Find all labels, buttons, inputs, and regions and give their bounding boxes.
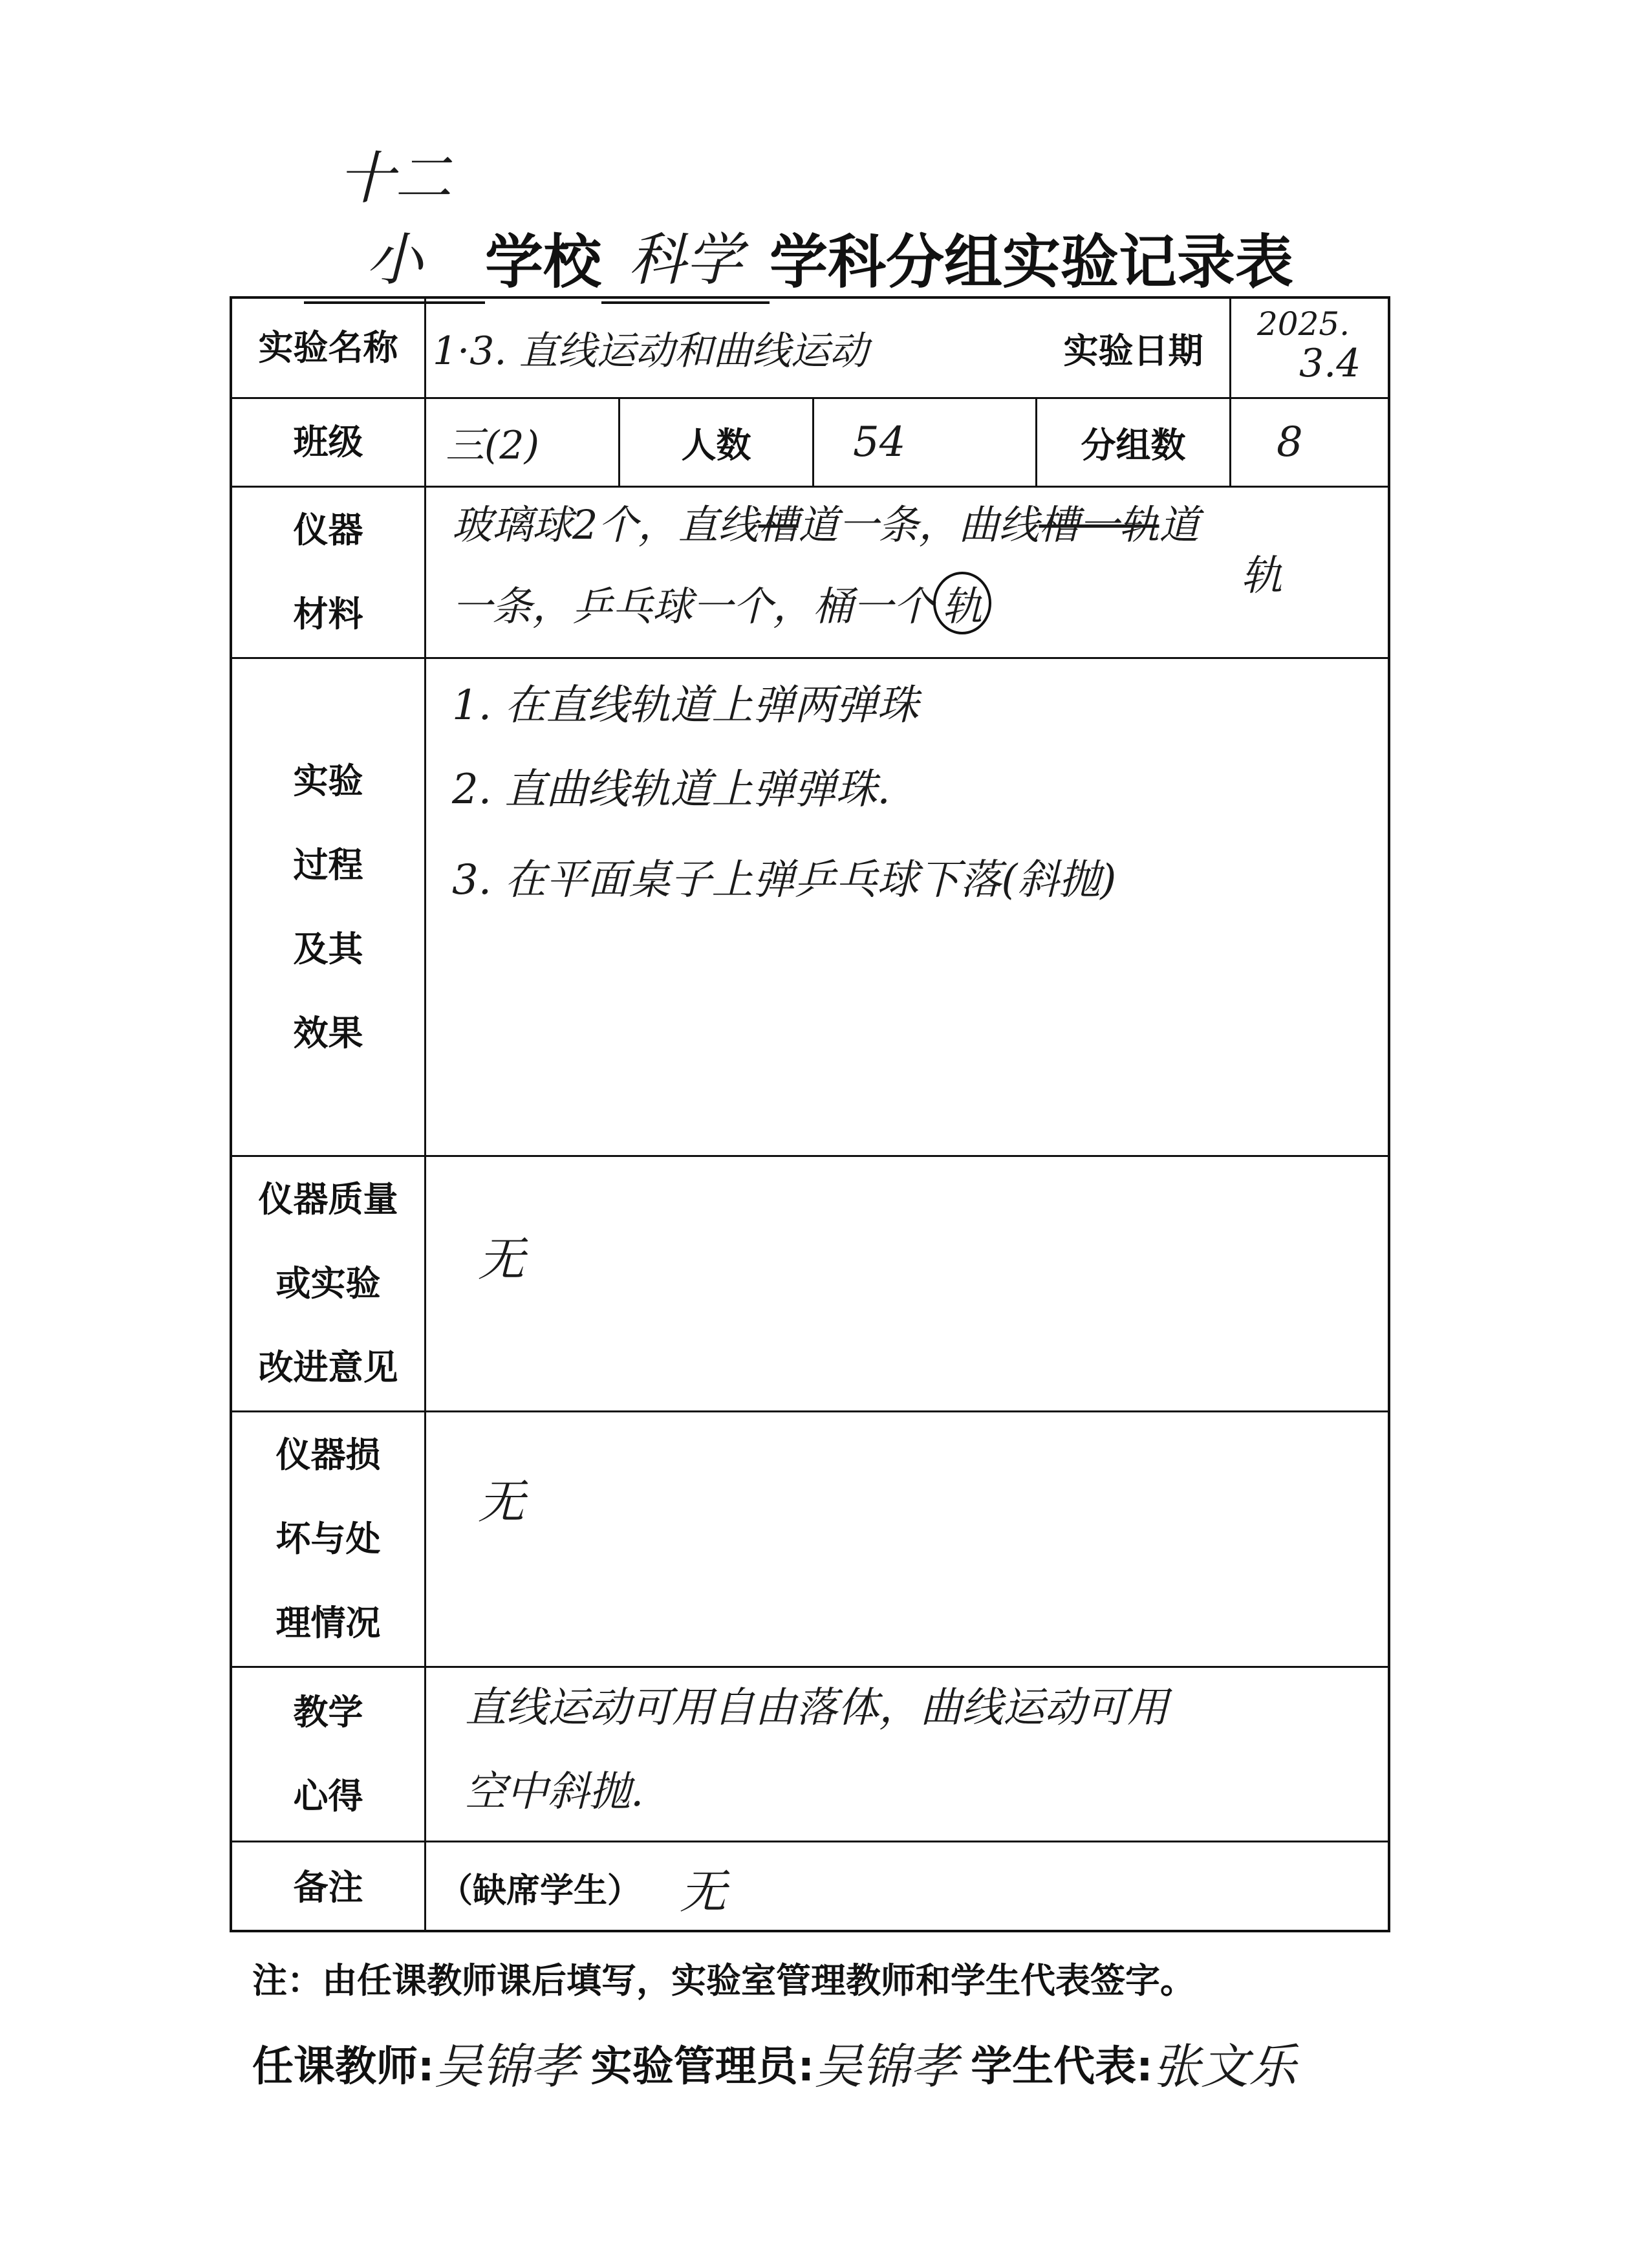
remark-value-text: 无: [680, 1864, 727, 1919]
class-label: [232, 399, 426, 486]
teaching-label: [232, 1668, 426, 1841]
process-item-3: 3. 在平面桌子上弹乒乓球下落(斜抛): [452, 856, 1117, 904]
teaching-label-1: 教学: [293, 1691, 363, 1733]
record-table: [230, 296, 1390, 1932]
exp-date-year: 2025.: [1257, 305, 1350, 343]
equipment-label-1: 仪器: [293, 510, 363, 550]
quality-label-2: 或实验: [275, 1263, 381, 1304]
school-name-fill: 十二小: [304, 133, 485, 304]
student-label: 学生代表:: [971, 2043, 1153, 2091]
remark-label: [232, 1842, 426, 1932]
row-experiment-name: [232, 299, 1388, 399]
process-label-3: 及其: [293, 928, 363, 969]
admin-label: 实验管理员:: [590, 2043, 815, 2091]
equipment-line-2: [452, 572, 991, 634]
process-item-1: 1. 在直线轨道上弹两弹珠: [452, 682, 919, 729]
damage-value-text: 无: [478, 1474, 525, 1529]
quality-label: [232, 1157, 426, 1410]
teacher-label: 任课教师:: [252, 2043, 435, 2091]
equipment-line-1: [452, 493, 1200, 550]
row-equipment: [232, 488, 1388, 659]
equipment-strike-2: 槽一轨: [1039, 501, 1159, 548]
equipment-line-1a: 玻璃球2个，直线: [452, 501, 759, 548]
people-label: 人数: [620, 399, 814, 486]
teaching-line-2: 空中斜抛.: [465, 1768, 644, 1816]
equipment-label: [232, 488, 426, 657]
exp-date-day: 3.4: [1299, 341, 1361, 386]
equipment-circled: 轨: [933, 572, 991, 634]
row-class-info: [232, 399, 1388, 488]
exp-date-value: [1231, 299, 1388, 397]
form-title: [304, 145, 1371, 304]
equipment-line-1c: 道一条，曲线: [798, 501, 1039, 548]
process-label-1: 实验: [293, 760, 363, 801]
exp-name-label-text: 实验名称: [258, 327, 398, 368]
process-item-2: 2. 直曲线轨道上弹弹珠.: [452, 766, 890, 814]
damage-label-2: 坏与处: [275, 1518, 381, 1559]
equipment-label-2: 材料: [293, 594, 363, 634]
damage-label-1: 仪器损: [275, 1434, 381, 1475]
student-signature: 张文乐: [1152, 2039, 1297, 2095]
teaching-label-2: 心得: [293, 1775, 363, 1817]
damage-value: [426, 1412, 1388, 1666]
equipment-insert: 轨: [1241, 552, 1282, 600]
equipment-strike-1: 槽: [758, 501, 799, 548]
row-damage: [232, 1412, 1388, 1668]
title-school-suffix: 学校: [485, 228, 601, 296]
row-quality: [232, 1157, 1388, 1412]
quality-label-1: 仪器质量: [258, 1179, 398, 1220]
damage-label: [232, 1412, 426, 1666]
row-remark: [232, 1842, 1388, 1932]
row-teaching: [232, 1668, 1388, 1842]
class-value: 三(2): [426, 399, 620, 486]
quality-value-text: 无: [478, 1232, 525, 1286]
subject-fill: 科学: [601, 215, 770, 304]
groups-label: 分组数: [1037, 399, 1231, 486]
quality-value: [426, 1157, 1388, 1410]
remark-value: [426, 1842, 1388, 1932]
process-label: [232, 659, 426, 1155]
process-label-2: 过程: [293, 844, 363, 885]
people-value: 54: [814, 399, 1037, 486]
title-suffix: 学科分组实验记录表: [770, 228, 1293, 296]
equipment-value: [426, 488, 1388, 657]
process-value: [426, 659, 1388, 1155]
row-process: [232, 659, 1388, 1157]
equipment-line-1e: 道: [1159, 501, 1200, 548]
class-label-text: 班级: [293, 422, 363, 462]
teacher-signature: 吴锦孝: [434, 2039, 578, 2095]
groups-value: 8: [1277, 418, 1303, 466]
damage-label-3: 理情况: [275, 1603, 381, 1643]
exp-name-label: [232, 299, 426, 397]
process-label-4: 效果: [293, 1012, 363, 1053]
form-note: 注：由任课教师课后填写，实验室管理教师和学生代表签字。: [252, 1960, 1195, 2001]
teaching-value: [426, 1668, 1388, 1841]
teaching-line-1: 直线运动可用自由落体，曲线运动可用: [465, 1684, 1169, 1732]
exp-name-value: 1·3. 直线运动和曲线运动: [426, 299, 1231, 397]
equipment-line-2-text: 一条，乒乓球一个，桶一个: [452, 583, 934, 630]
exp-date-label: 实验日期: [1037, 299, 1231, 397]
signature-line: [252, 2018, 1416, 2108]
admin-signature: 吴锦孝: [814, 2039, 958, 2095]
quality-label-3: 改进意见: [258, 1347, 398, 1388]
remark-prefix: （缺席学生）: [439, 1872, 641, 1910]
remark-label-text: 备注: [293, 1866, 363, 1908]
